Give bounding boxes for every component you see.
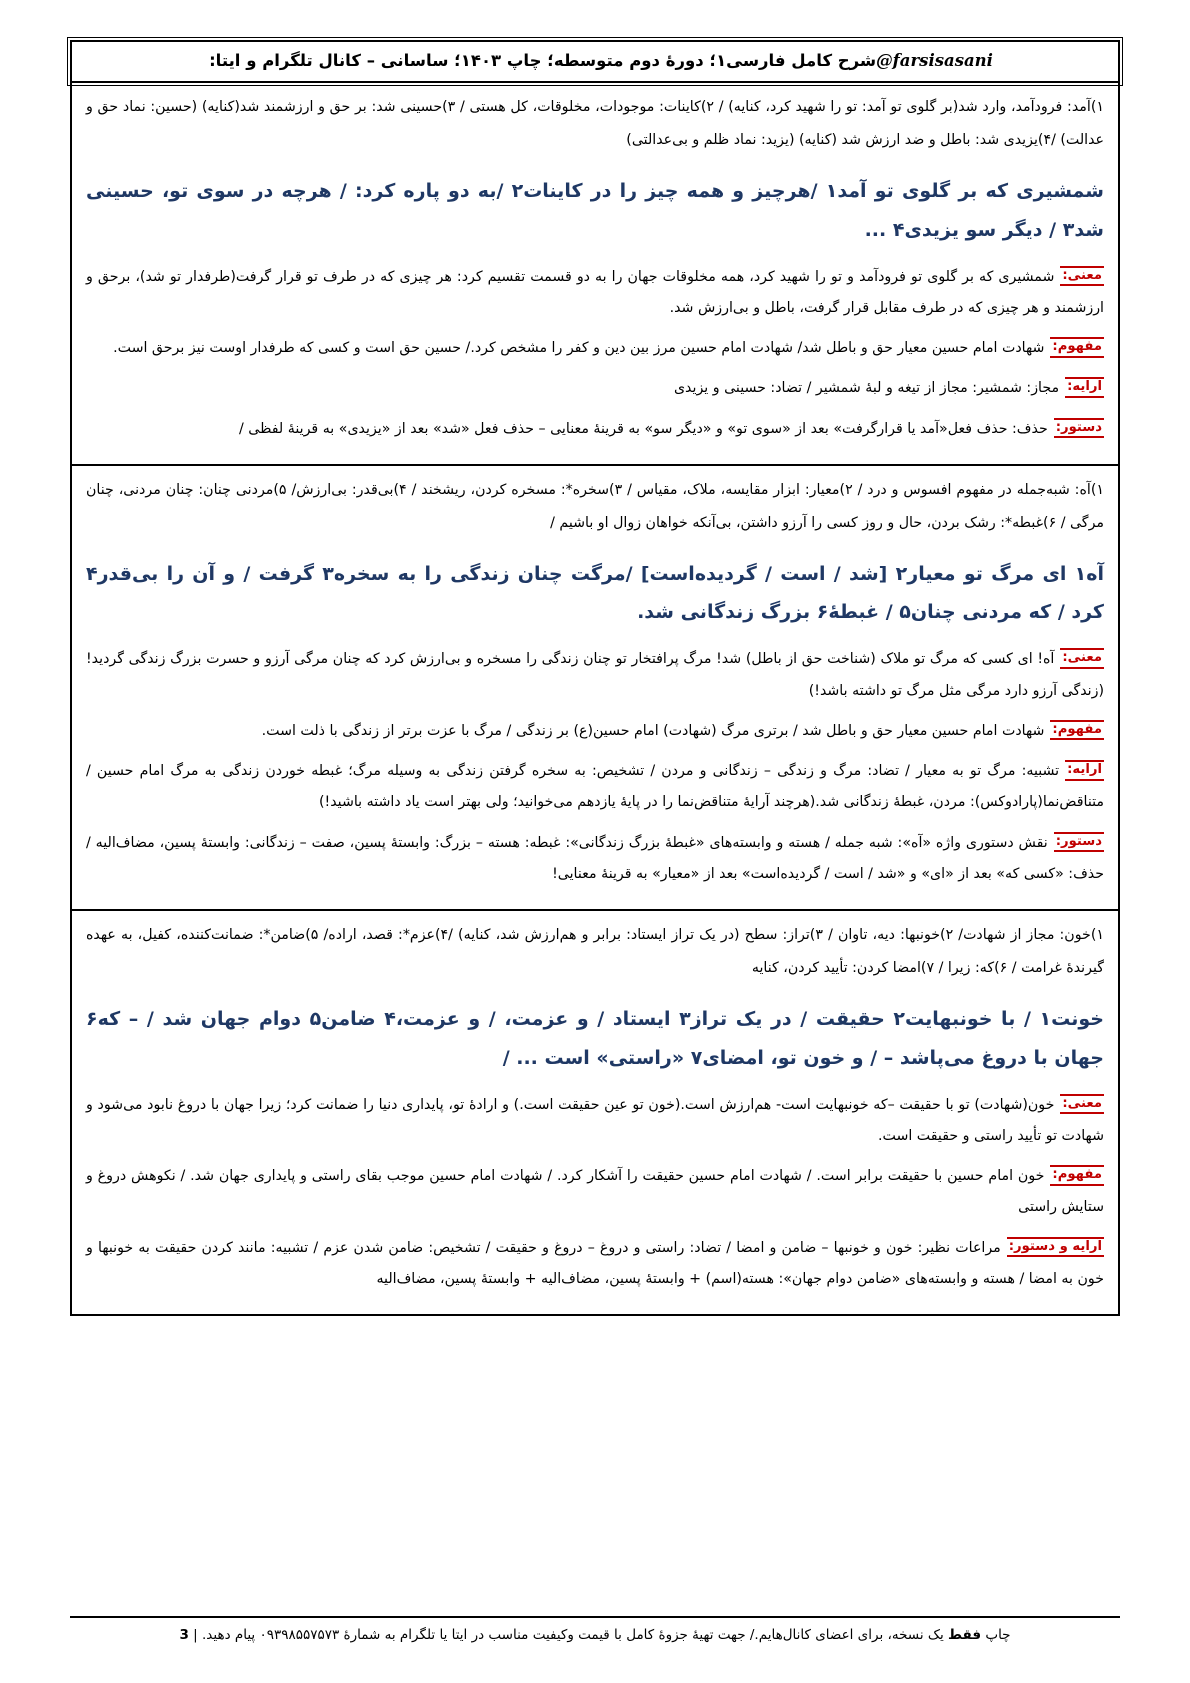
annotation-row — [86, 756, 1104, 818]
page-header — [70, 40, 1120, 83]
annotation-tag: مفهوم: — [1050, 720, 1104, 741]
annotation-row — [86, 373, 1104, 404]
annotation-row — [86, 1090, 1104, 1152]
verse-text: خونت۱ / با خونبهایت۲ حقیقت / در یک تراز۳ ایستاد / و عزمت، / و عزمت،۴ ضامن۵ دوام جهان شد / – که۶ جهان با دروغ می‌پاشد – / و خون تو، امضای۷ «راستی» است ... / — [86, 1007, 1104, 1069]
page-number: 3 — [179, 1627, 189, 1643]
annotation-tag: آرایه: — [1065, 377, 1104, 398]
annotation-text: خون(شهادت) تو با حقیقت –که خونبهایت است- هم‌ارزش است.(خون تو عین حقیقت است.) و ارادهٔ تو، پایداری دنیا را ضمانت کرد؛ زیرا جهان با دروغ نابود می‌شود و شهادت تو تأیید راستی و حقیقت است. — [86, 1096, 1104, 1144]
page-footer: چاپ فقط یک نسخه، برای اعضای کانال‌هایم./ جهت تهیهٔ جزوهٔ کامل با قیمت وکیفیت مناسب در ایتا یا تلگرام به شمارهٔ ۰۹۳۹۸۵۵۷۵۷۳ پیام دهید. | 3 — [70, 1616, 1120, 1643]
annotation-tag: آرایه و دستور: — [1007, 1237, 1104, 1258]
annotation-row — [86, 262, 1104, 324]
annotation-tag: دستور: — [1054, 418, 1104, 439]
verse-block-3 — [72, 911, 1118, 1314]
footer-text-before: چاپ — [981, 1627, 1011, 1643]
annotation-text: مجاز: شمشیر: مجاز از تیغه و لبهٔ شمشیر / تضاد: حسینی و یزیدی — [673, 380, 1060, 397]
annotation-text: آه! ای کسی که مرگ تو ملاک (شناخت حق از باطل) شد! مرگ پرافتخار تو چنان زندگی را مسخره و بی‌ارزش کرد که چنان مرگی آرزو و حسرت بزرگ زندگی گردید! (زندگی آرزو دارد مرگی مثل مرگ تو داشته باشد!) — [86, 651, 1104, 699]
annotation-tag: مفهوم: — [1050, 337, 1104, 358]
annotation-tag: معنی: — [1060, 648, 1104, 669]
annotation-row — [86, 644, 1104, 706]
annotation-tag: معنی: — [1060, 1094, 1104, 1115]
annotation-text: مراعات نظیر: خون و خونبها – ضامن و امضا / تضاد: راستی و دروغ – دروغ و حقیقت / تشخیص: ضامن شدن عزم / تشبیه: مانند کردن حقیقت به خونبها و خون به امضا / هسته و وابسته‌های «ضامن دوام جهان»: هسته(اسم) + وابستهٔ پسین، مضاف‌الیه + وابستهٔ پسین، مضاف‌الیه — [86, 1239, 1104, 1287]
annotation-text: حذف: حذف فعل«آمد یا قرارگرفت» بعد از «سوی تو» و «دیگر سو» به قرینهٔ معنایی – حذف فعل «شد» بعد از «یزیدی» به قرینهٔ لفظی / — [238, 420, 1048, 437]
footer-emphasis: فقط — [948, 1627, 982, 1643]
annotation-row — [86, 828, 1104, 890]
annotation-tag: مفهوم: — [1050, 1165, 1104, 1186]
page-sheet — [70, 40, 1120, 1643]
annotation-text: نقش دستوری واژه «آه»: شبه جمله / هسته و وابسته‌های «غبطهٔ بزرگ زندگانی»: غبطه: هسته – بزرگ: وابستهٔ پسین، صفت – زندگانی: وابستهٔ پسین، مضاف‌الیه / حذف: «کسی که» بعد از «ای» و «شد / است / گردیده‌است» بعد از «معیار» به قرینهٔ معنایی! — [86, 834, 1104, 882]
annotation-row — [86, 414, 1104, 445]
annotation-row — [86, 1161, 1104, 1223]
header-telegram-handle: @farsisasani — [876, 51, 993, 70]
content-frame — [70, 83, 1120, 1316]
footer-text-after: یک نسخه، برای اعضای کانال‌هایم./ جهت تهیهٔ جزوهٔ کامل با قیمت وکیفیت مناسب در ایتا یا تلگرام به شمارهٔ ۰۹۳۹۸۵۵۷۵۷۳ پیام دهید. — [202, 1627, 949, 1643]
annotation-text: شمشیری که بر گلوی تو فرودآمد و تو را شهید کرد، همه مخلوقات جهان را به دو قسمت تقسیم کرد: هر چیزی که در طرف تو قرار گرفت(طرفدار تو شد)، برحق و ارزشمند و هر چیزی که در طرف مقابل قرار گرفت، باطل و بی‌ارزش شد. — [86, 268, 1104, 316]
annotation-tag: معنی: — [1060, 266, 1104, 287]
verse-block-1 — [72, 83, 1118, 466]
annotation-text: شهادت امام حسین معیار حق و باطل شد / برتری مرگ (شهادت) امام حسین(ع) بر زندگی / مرگ با عزت برتر از زندگی با ذلت است. — [261, 722, 1045, 739]
header-title: شرح کامل فارسی۱؛ دورهٔ دوم متوسطه؛ چاپ ۱۴۰۳؛ ساسانی – کانال تلگرام و ایتا: — [209, 51, 877, 70]
annotation-text: تشبیه: مرگ تو به معیار / تضاد: مرگ و زندگی – زندگانی و مردن / تشخیص: به سخره گرفتن زندگی به وسیله مرگ؛ غبطه خوردن زندگی به مرگ امام حسین / متناقض‌نما(پارادوکس): مردن، غبطهٔ زندگانی شد.(هرچند آرایهٔ متناقض‌نما را در پایهٔ یازدهم می‌خوانید؛ ولی بهتر است یاد داشته باشید!) — [86, 763, 1104, 811]
annotation-text: خون امام حسین با حقیقت برابر است. / شهادت امام حسین حقیقت را آشکار کرد. / شهادت امام حسین موجب بقای راستی و پایداری جهان شد. / نکوهش دروغ و ستایش راستی — [86, 1168, 1104, 1216]
annotation-row — [86, 716, 1104, 747]
annotation-text: شهادت امام حسین معیار حق و باطل شد/ شهادت امام حسین مرز بین دین و کفر را مشخص کرد./ حسین حق است و کسی که طرفدار اوست نیز برحق است. — [113, 340, 1045, 357]
annotation-row — [86, 1233, 1104, 1295]
glossary-line: ۱)آه: شبه‌جمله در مفهوم افسوس و درد / ۲)معیار: ابزار مقایسه، ملاک، مقیاس / ۳)سخره*: مسخره کردن، ریشخند / ۴)بی‌قدر: بی‌ارزش/ ۵)مردنی چنان: چنان مردنی، چنان مرگی / ۶)غبطه*: رشک بردن، حال و روز کسی را آرزو داشتن، بی‌آنکه خواهان زوال او باشیم / — [86, 481, 1104, 532]
annotation-row — [86, 333, 1104, 364]
verse-block-2 — [72, 466, 1118, 911]
annotation-tag: آرایه: — [1065, 760, 1104, 781]
annotation-tag: دستور: — [1054, 832, 1104, 853]
verse-text: آه۱ ای مرگ تو معیار۲ [شد / است / گردیده‌است] /مرگت چنان زندگی را به سخره۳ گرفت / و آن را بی‌قدر۴ کرد / که مردنی چنان۵ / غبطهٔ۶ بزرگ زندگانی شد. — [86, 562, 1104, 624]
glossary-line: ۱)خون: مجاز از شهادت/ ۲)خونبها: دیه، تاوان / ۳)تراز: سطح (در یک تراز ایستاد: برابر و هم‌ارزش شد، کنایه) /۴)عزم*: قصد، اراده/ ۵)ضامن*: ضمانت‌کننده، کفیل، به عهده گیرندهٔ غرامت / ۶)که: زیرا / ۷)امضا کردن: تأیید کردن، کنایه — [86, 927, 1104, 977]
verse-text: شمشیری که بر گلوی تو آمد۱ /هرچیز و همه چیز را در کاینات۲ /به دو پاره کرد: / هرچه در سوی تو، حسینی شد۳ / دیگر سو یزیدی۴ ... — [86, 179, 1104, 241]
header-line — [86, 51, 1104, 70]
glossary-line: ۱)آمد: فرودآمد، وارد شد(بر گلوی تو آمد: تو را شهید کرد، کنایه) / ۲)کاینات: موجودات، مخلوقات، کل هستی / ۳)حسینی شد: بر حق و ارزشمند شد(کنایه) (حسین: نماد حق و عدالت) /۴)یزیدی شد: باطل و ضد ارزش شد (کنایه) (یزید: نماد ظلم و بی‌عدالتی) — [86, 99, 1104, 149]
